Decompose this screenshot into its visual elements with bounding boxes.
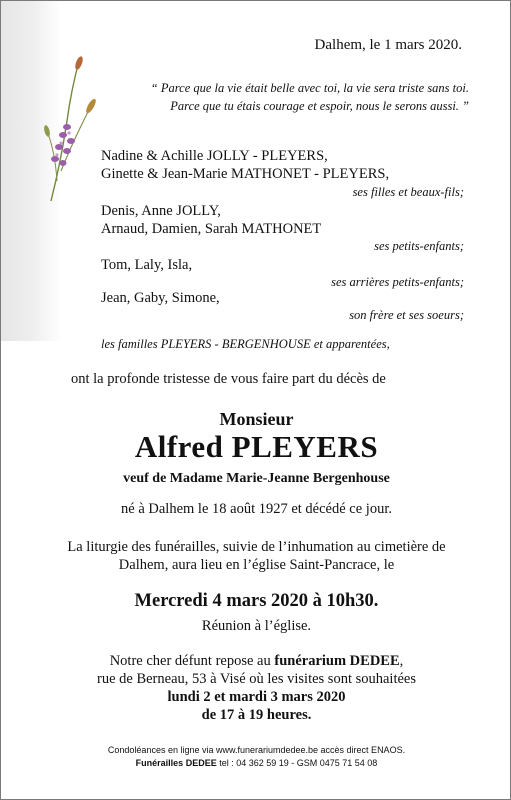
announcement-text: ont la profonde tristesse de vous faire part du décès de: [71, 371, 386, 387]
ceremony-datetime: Mercredi 4 mars 2020 à 10h30.: [134, 591, 379, 611]
footer-contact: [1, 758, 511, 768]
repose-line-2: rue de Berneau, 53 à Visé où les visites sont souhaitées: [97, 671, 416, 687]
footer-phone: tel : 04 362 59 19 - GSM 0475 71 54 08: [216, 758, 378, 768]
family-name: Ginette & Jean-Marie MATHONET - PLEYERS,: [101, 166, 390, 182]
quote-line-1: “ Parce que la vie était belle avec toi, la vie sera triste sans toi.: [150, 81, 469, 95]
liturgy-line-2: Dalhem, aura lieu en l’église Saint-Pancrace, le: [118, 557, 395, 573]
families-line: les familles PLEYERS - BERGENHOUSE et apparentées,: [101, 337, 390, 351]
birth-death-line: né à Dalhem le 18 août 1927 et décédé ce jour.: [121, 501, 392, 517]
relation-label: ses filles et beaux-fils;: [352, 185, 464, 199]
family-name: Arnaud, Damien, Sarah MATHONET: [101, 221, 322, 237]
deceased-name: Alfred PLEYERS: [134, 429, 379, 464]
date-line: Dalhem, le 1 mars 2020.: [314, 37, 462, 53]
family-name: Denis, Anne JOLLY,: [101, 203, 221, 219]
liturgy-line-1: La liturgie des funérailles, suivie de l’inhumation au cimetière de: [67, 539, 446, 555]
visit-hours: de 17 à 19 heures.: [201, 707, 312, 723]
repose-text: Notre cher défunt repose au: [109, 653, 275, 669]
reunion-line: Réunion à l’église.: [201, 618, 312, 634]
family-name: Nadine & Achille JOLLY - PLEYERS,: [101, 148, 328, 164]
funerarium-name: funérarium DEDEE: [274, 653, 400, 669]
relation-label: ses petits-enfants;: [374, 239, 464, 253]
footer-company: Funérailles DEDEE: [135, 758, 217, 768]
widow-line: veuf de Madame Marie-Jeanne Bergenhouse: [123, 471, 390, 486]
flower-illustration-icon: [41, 51, 101, 211]
relation-label: son frère et ses soeurs;: [349, 308, 464, 322]
repose-line-1: [1, 653, 511, 670]
visit-dates: lundi 2 et mardi 3 mars 2020: [167, 689, 346, 705]
relation-label: ses arrières petits-enfants;: [331, 275, 464, 289]
family-name: Jean, Gaby, Simone,: [101, 290, 220, 306]
deceased-title: Monsieur: [219, 409, 294, 429]
family-name: Tom, Laly, Isla,: [101, 257, 193, 273]
quote-line-2: Parce que tu étais courage et espoir, nous le serons aussi. ”: [170, 99, 469, 113]
repose-comma: ,: [399, 653, 404, 669]
footer-condolences: Condoléances en ligne via www.funerariumdedee.be accès direct ENAOS.: [107, 745, 406, 755]
